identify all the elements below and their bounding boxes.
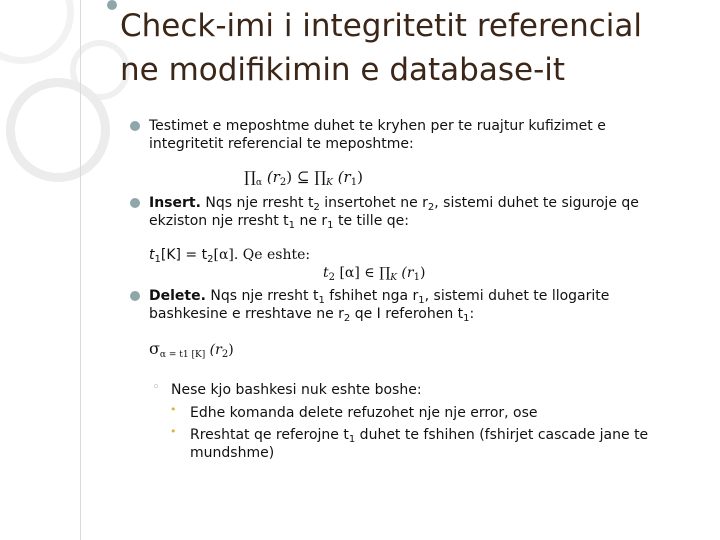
sub-sub-bullet-marker: • [170,425,177,438]
title-line-2: ne modifikimin e database-it [120,52,566,88]
bullet-1-line-1: Testimet e meposhtme duhet te kryhen per te ruajtur kufizimet e [149,118,606,134]
insert-line-2: ekziston nje rresht $t_1$ ne $r_1$ te tille qe: [149,213,409,231]
bullet-dot [130,198,140,208]
title-line-1: Check-imi i integritetit referencial [120,8,642,44]
sub-sub-bullet-2-line-2: mundshme) [190,445,275,461]
formula-projection-subset: $\prod_\alpha$ $(r_2)$ ⊆ $\prod_K$ $(r_1)$ [244,168,363,188]
insert-line-1: Insert. Nqs nje rresht $t_2$ insertohet ne $r_2$, sistemi duhet te siguroje qe [149,195,639,213]
sub-bullet-marker: ◦ [152,380,160,395]
sub-sub-bullet-marker: • [170,403,177,416]
bullet-dot [130,121,140,131]
bullet-1-line-2: integritetit referencial te meposhtme: [149,136,414,152]
sub-sub-bullet-2-line-1: Rreshtat qe referojne $t_1$ duhet te fshihen (fshirjet cascade jane te [190,427,649,445]
sub-sub-bullet-1: Edhe komanda delete refuzohet nje nje error, ose [190,405,538,421]
delete-line-2: bashkesine e rreshtave ne $r_2$ qe I referohen $t_1$: [149,306,475,324]
formula-key-equality: $t_1[K] = t_2[\alpha]$. Qe eshte: [149,247,311,265]
sub-bullet-1: Nese kjo bashkesi nuk eshte boshe: [171,382,422,398]
bullet-dot [130,291,140,301]
formula-selection: $\sigma_{\alpha = t1 [K]}$ $(r_2)$ [149,339,234,360]
formula-membership: $t_2$ [α] ∈ $\prod_K$ $(r_1)$ [323,265,426,283]
delete-line-1: Delete. Nqs nje rresht $t_1$ fshihet nga $r_1$, sistemi duhet te llogarite [149,288,610,306]
